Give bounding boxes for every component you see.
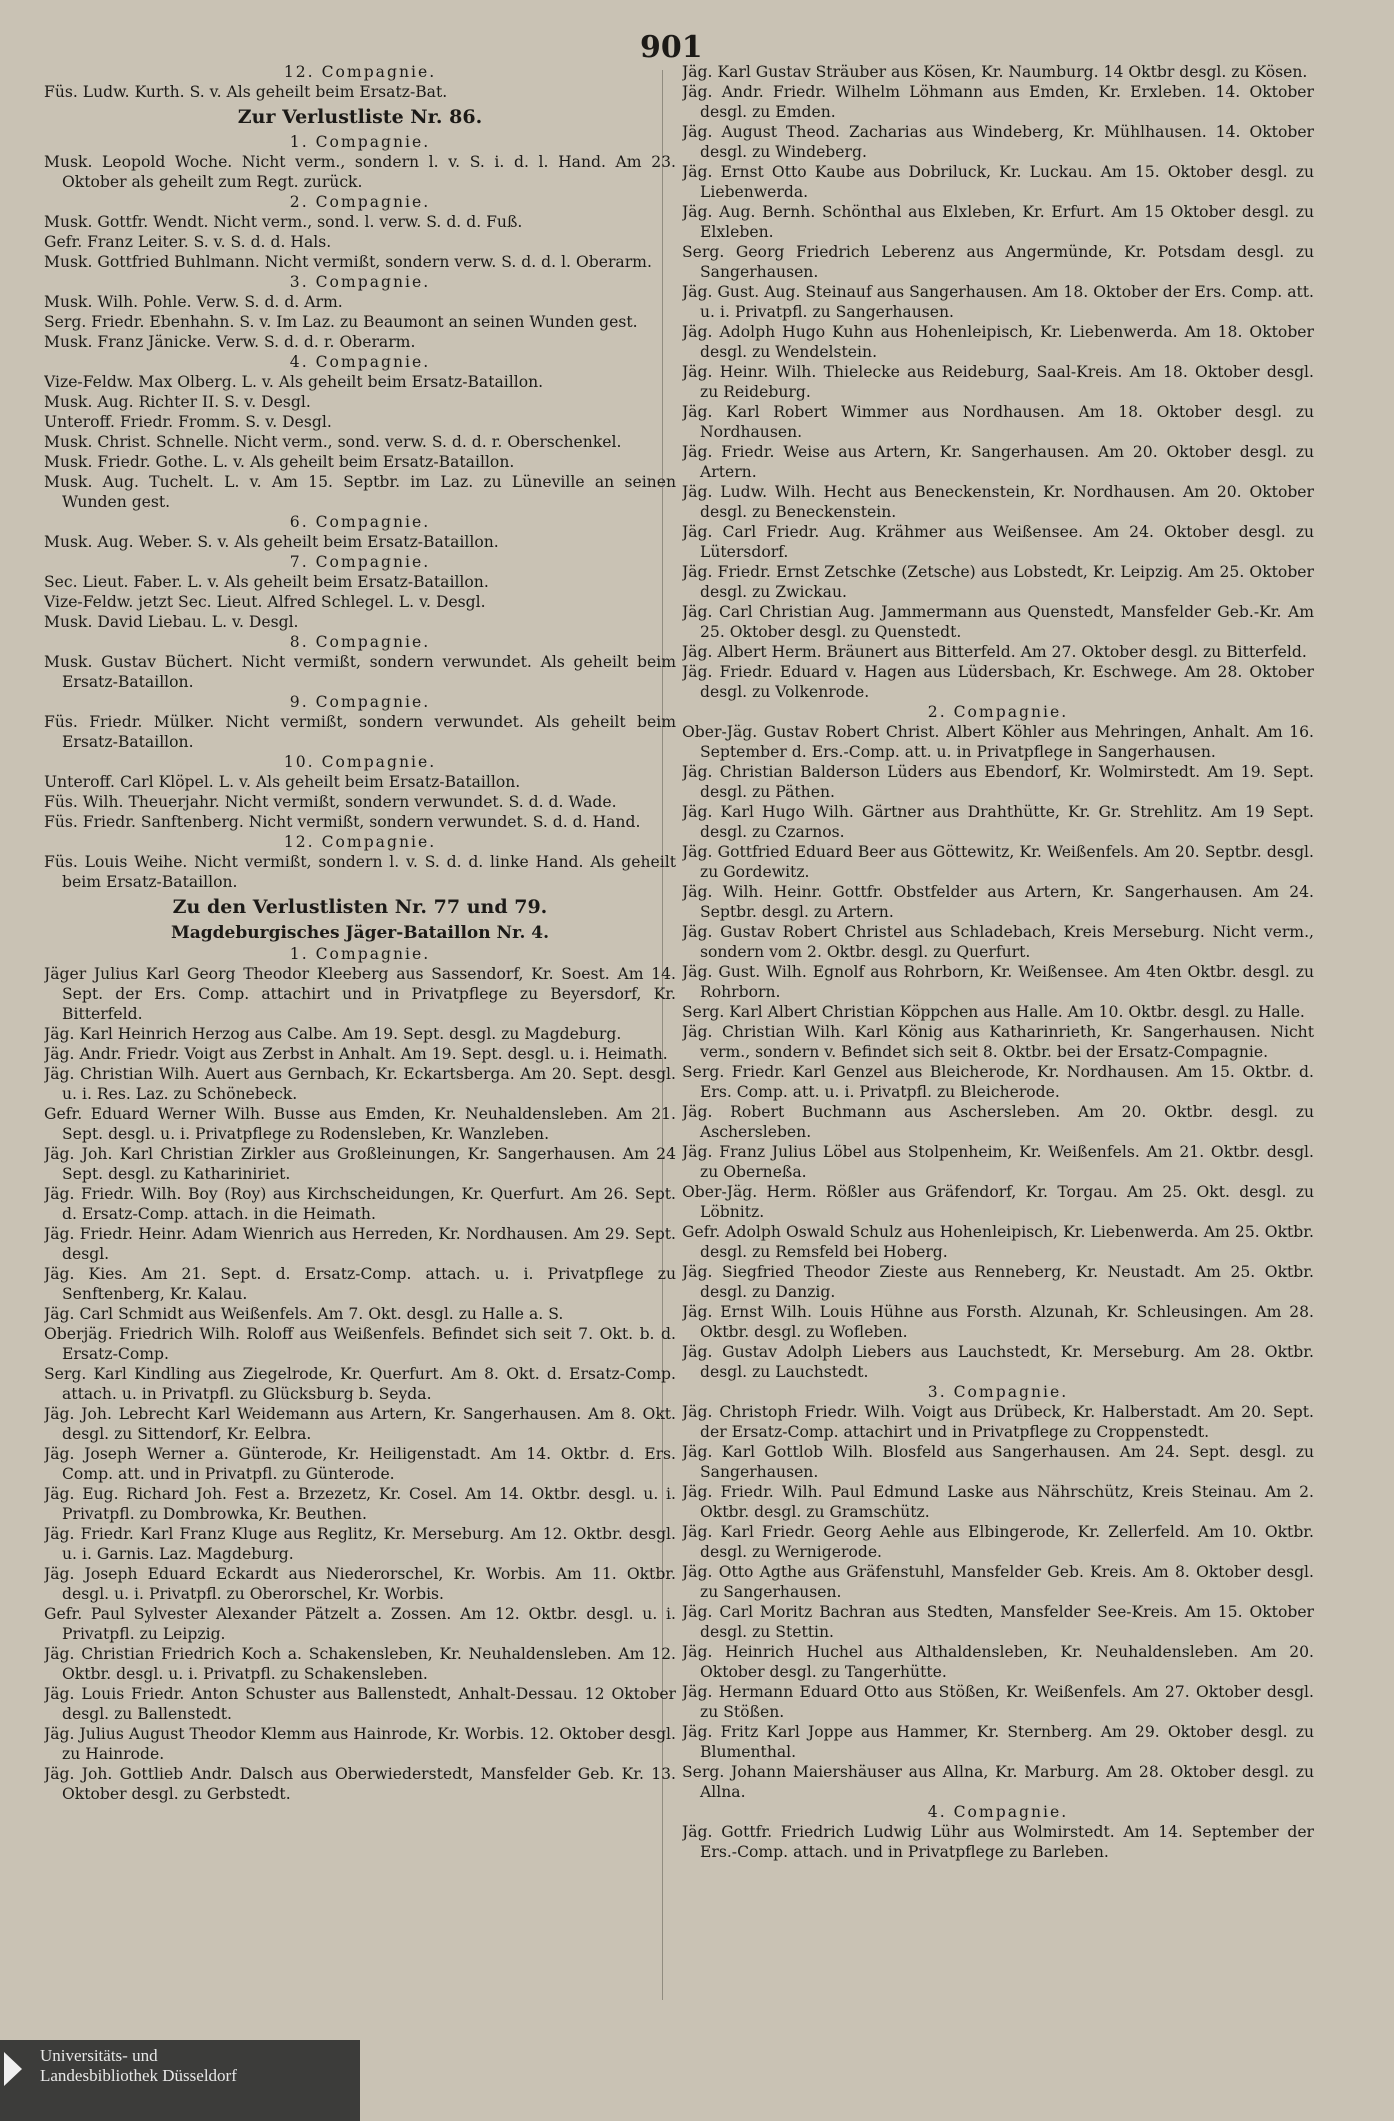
section-heading: Zur Verlustliste Nr. 86. <box>237 106 483 128</box>
list-entry: Jäg. Karl Hugo Wilh. Gärtner aus Drahthütte, Kr. Gr. Strehlitz. Am 19 Sept. desgl. zu Czarnos. <box>682 803 1314 841</box>
list-entry: Serg. Friedr. Karl Genzel aus Bleicherode, Kr. Nordhausen. Am 15. Oktbr. d. Ers. Comp. att. u. i. Privatpfl. zu Bleicherode. <box>682 1063 1314 1101</box>
list-entry: Jäg. Christoph Friedr. Wilh. Voigt aus Drübeck, Kr. Halberstadt. Am 20. Sept. der Ersatz-Comp. attachirt und in Privatpflege zu Croppenstedt. <box>682 1403 1314 1441</box>
list-entry: Jäg. Joseph Werner a. Günterode, Kr. Heiligenstadt. Am 14. Oktbr. d. Ers. Comp. att. und in Privatpfl. zu Günterode. <box>44 1445 676 1483</box>
list-entry: Musk. Franz Jänicke. Verw. S. d. d. r. Oberarm. <box>44 333 416 351</box>
list-entry: Musk. Gustav Büchert. Nicht vermißt, sondern verwundet. Als geheilt beim Ersatz-Bataillon. <box>44 653 676 691</box>
list-entry: Jäg. Ludw. Wilh. Hecht aus Beneckenstein, Kr. Nordhausen. Am 20. Oktober desgl. zu Beneckenstein. <box>682 483 1314 521</box>
library-credit-line-1: Universitäts- und <box>40 2046 158 2065</box>
list-entry: Jäg. Gust. Aug. Steinauf aus Sangerhausen. Am 18. Oktober der Ers. Comp. att. u. i. Privatpfl. zu Sangerhausen. <box>682 283 1314 321</box>
list-entry: Jäg. Joh. Gottlieb Andr. Dalsch aus Oberwiederstedt, Mansfelder Geb. Kr. 13. Oktober desgl. zu Gerbstedt. <box>44 1765 676 1803</box>
company-heading: 4. Compagnie. <box>289 353 431 371</box>
list-entry: Jäg. Kies. Am 21. Sept. d. Ersatz-Comp. attach. u. i. Privatpflege zu Senftenberg, Kr. Kalau. <box>44 1265 676 1303</box>
left-column <box>44 62 676 1962</box>
list-entry: Jäg. Adolph Hugo Kuhn aus Hohenleipisch, Kr. Liebenwerda. Am 18. Oktober desgl. zu Wendelstein. <box>682 323 1314 361</box>
company-heading: 1. Compagnie. <box>289 945 431 963</box>
company-heading: 12. Compagnie. <box>283 833 437 851</box>
list-entry: Jäg. Joseph Eduard Eckardt aus Niederorschel, Kr. Worbis. Am 11. Oktbr. desgl. u. i. Privatpfl. zu Oberorschel, Kr. Worbis. <box>44 1565 676 1603</box>
list-entry: Serg. Georg Friedrich Leberenz aus Angermünde, Kr. Potsdam desgl. zu Sangerhausen. <box>682 243 1314 281</box>
list-entry: Jäg. Heinr. Wilh. Thielecke aus Reideburg, Saal-Kreis. Am 18. Oktober desgl. zu Reideburg. <box>682 363 1314 401</box>
list-entry: Musk. Christ. Schnelle. Nicht verm., sond. verw. S. d. d. r. Oberschenkel. <box>44 433 622 451</box>
list-entry: Vize-Feldw. jetzt Sec. Lieut. Alfred Schlegel. L. v. Desgl. <box>44 593 486 611</box>
company-heading: 6. Compagnie. <box>289 513 431 531</box>
list-entry: Jäg. Christian Wilh. Karl König aus Katharinrieth, Kr. Sangerhausen. Nicht verm., sondern v. Befindet sich seit 8. Oktbr. bei der Ersatz-Compagnie. <box>682 1023 1314 1061</box>
list-entry: Jäg. Ernst Wilh. Louis Hühne aus Forsth. Alzunah, Kr. Schleusingen. Am 28. Oktbr. desgl. zu Wofleben. <box>682 1303 1314 1341</box>
list-entry: Jäg. Friedr. Ernst Zetschke (Zetsche) aus Lobstedt, Kr. Leipzig. Am 25. Oktober desgl. zu Zwickau. <box>682 563 1314 601</box>
list-entry: Jäg. Friedr. Weise aus Artern, Kr. Sangerhausen. Am 20. Oktober desgl. zu Artern. <box>682 443 1314 481</box>
list-entry: Musk. Aug. Tuchelt. L. v. Am 15. Septbr. im Laz. zu Lüneville an seinen Wunden gest. <box>44 473 676 511</box>
list-entry: Jäg. Gottfried Eduard Beer aus Göttewitz, Kr. Weißenfels. Am 20. Septbr. desgl. zu Gordewitz. <box>682 843 1314 881</box>
list-entry: Jäg. Karl Robert Wimmer aus Nordhausen. Am 18. Oktober desgl. zu Nordhausen. <box>682 403 1314 441</box>
list-entry: Ober-Jäg. Herm. Rößler aus Gräfendorf, Kr. Torgau. Am 25. Okt. desgl. zu Löbnitz. <box>682 1183 1314 1221</box>
list-entry: Musk. Aug. Richter II. S. v. Desgl. <box>44 393 311 411</box>
list-entry: Jäg. Julius August Theodor Klemm aus Hainrode, Kr. Worbis. 12. Oktober desgl. zu Hainrode. <box>44 1725 676 1763</box>
list-entry: Musk. Aug. Weber. S. v. Als geheilt beim Ersatz-Bataillon. <box>44 533 499 551</box>
list-entry: Jäg. Gustav Adolph Liebers aus Lauchstedt, Kr. Merseburg. Am 28. Oktbr. desgl. zu Lauchstedt. <box>682 1343 1314 1381</box>
list-entry: Füs. Friedr. Sanftenberg. Nicht vermißt, sondern verwundet. S. d. d. Hand. <box>44 813 641 831</box>
section-heading: Zu den Verlustlisten Nr. 77 und 79. <box>172 896 548 918</box>
list-entry: Unteroff. Carl Klöpel. L. v. Als geheilt beim Ersatz-Bataillon. <box>44 773 521 791</box>
list-entry: Jäg. Eug. Richard Joh. Fest a. Brzezetz, Kr. Cosel. Am 14. Oktbr. desgl. u. i. Privatpfl. zu Dombrowka, Kr. Beuthen. <box>44 1485 676 1523</box>
list-entry: Jäg. Karl Gottlob Wilh. Blosfeld aus Sangerhausen. Am 24. Sept. desgl. zu Sangerhausen. <box>682 1443 1314 1481</box>
company-heading: 10. Compagnie. <box>283 753 437 771</box>
list-entry: Jäg. Louis Friedr. Anton Schuster aus Ballenstedt, Anhalt-Dessau. 12 Oktober desgl. zu Ballenstedt. <box>44 1685 676 1723</box>
list-entry: Jäg. Siegfried Theodor Zieste aus Renneberg, Kr. Neustadt. Am 25. Oktbr. desgl. zu Danzig. <box>682 1263 1314 1301</box>
list-entry: Jäg. Christian Wilh. Auert aus Gernbach, Kr. Eckartsberga. Am 20. Sept. desgl. u. i. Res. Laz. zu Schönebeck. <box>44 1065 676 1103</box>
list-entry: Jäg. Gust. Wilh. Egnolf aus Rohrborn, Kr. Weißensee. Am 4ten Oktbr. desgl. zu Rohrborn. <box>682 963 1314 1001</box>
list-entry: Gefr. Paul Sylvester Alexander Pätzelt a. Zossen. Am 12. Oktbr. desgl. u. i. Privatpfl. zu Leipzig. <box>44 1605 676 1643</box>
list-entry: Ober-Jäg. Gustav Robert Christ. Albert Köhler aus Mehringen, Anhalt. Am 16. September d. Ers.-Comp. att. u. in Privatpflege in Sangerhausen. <box>682 723 1314 761</box>
list-entry: Jäg. Carl Friedr. Aug. Krähmer aus Weißensee. Am 24. Oktober desgl. zu Lütersdorf. <box>682 523 1314 561</box>
list-entry: Jäg. Otto Agthe aus Gräfenstuhl, Mansfelder Geb. Kreis. Am 8. Oktober desgl. zu Sangerhausen. <box>682 1563 1314 1601</box>
library-credit <box>40 2046 237 2086</box>
list-entry: Serg. Friedr. Ebenhahn. S. v. Im Laz. zu Beaumont an seinen Wunden gest. <box>44 313 638 331</box>
list-entry: Jäg. Friedr. Eduard v. Hagen aus Lüdersbach, Kr. Eschwege. Am 28. Oktober desgl. zu Volkenrode. <box>682 663 1314 701</box>
list-entry: Vize-Feldw. Max Olberg. L. v. Als geheilt beim Ersatz-Bataillon. <box>44 373 544 391</box>
list-entry: Unteroff. Friedr. Fromm. S. v. Desgl. <box>44 413 332 431</box>
list-entry: Jäg. Friedr. Wilh. Paul Edmund Laske aus Nährschütz, Kreis Steinau. Am 2. Oktbr. desgl. zu Gramschütz. <box>682 1483 1314 1521</box>
list-entry: Jäg. Albert Herm. Bräunert aus Bitterfeld. Am 27. Oktober desgl. zu Bitterfeld. <box>682 643 1307 661</box>
list-entry: Musk. Wilh. Pohle. Verw. S. d. d. Arm. <box>44 293 343 311</box>
list-entry: Jäg. Friedr. Wilh. Boy (Roy) aus Kirchscheidungen, Kr. Querfurt. Am 26. Sept. d. Ersatz-Comp. attach. in die Heimath. <box>44 1185 676 1223</box>
list-entry: Füs. Friedr. Mülker. Nicht vermißt, sondern verwundet. Als geheilt beim Ersatz-Bataillon. <box>44 713 676 751</box>
list-entry: Jäg. August Theod. Zacharias aus Windeberg, Kr. Mühlhausen. 14. Oktober desgl. zu Windeberg. <box>682 123 1314 161</box>
company-heading: 4. Compagnie. <box>927 1803 1069 1821</box>
list-entry: Musk. Gottfr. Wendt. Nicht verm., sond. l. verw. S. d. d. Fuß. <box>44 213 523 231</box>
list-entry: Serg. Johann Maiershäuser aus Allna, Kr. Marburg. Am 28. Oktober desgl. zu Allna. <box>682 1763 1314 1801</box>
list-entry: Jäg. Karl Friedr. Georg Aehle aus Elbingerode, Kr. Zellerfeld. Am 10. Oktbr. desgl. zu Wernigerode. <box>682 1523 1314 1561</box>
list-entry: Jäg. Wilh. Heinr. Gottfr. Obstfelder aus Artern, Kr. Sangerhausen. Am 24. Septbr. desgl. zu Artern. <box>682 883 1314 921</box>
list-entry: Jäg. Christian Balderson Lüders aus Ebendorf, Kr. Wolmirstedt. Am 19. Sept. desgl. zu Päthen. <box>682 763 1314 801</box>
list-entry: Füs. Louis Weihe. Nicht vermißt, sondern l. v. S. d. d. linke Hand. Als geheilt beim Ersatz-Bataillon. <box>44 853 676 891</box>
list-entry: Gefr. Adolph Oswald Schulz aus Hohenleipisch, Kr. Liebenwerda. Am 25. Oktbr. desgl. zu Remsfeld bei Hoberg. <box>682 1223 1314 1261</box>
library-logo-icon <box>4 2052 24 2086</box>
company-heading: 8. Compagnie. <box>289 633 431 651</box>
list-entry: Musk. Friedr. Gothe. L. v. Als geheilt beim Ersatz-Bataillon. <box>44 453 515 471</box>
list-entry: Musk. Leopold Woche. Nicht verm., sondern l. v. S. i. d. l. Hand. Am 23. Oktober als geheilt zum Regt. zurück. <box>44 153 676 191</box>
list-entry: Sec. Lieut. Faber. L. v. Als geheilt beim Ersatz-Bataillon. <box>44 573 489 591</box>
list-entry: Jäg. Aug. Bernh. Schönthal aus Elxleben, Kr. Erfurt. Am 15 Oktober desgl. zu Elxleben. <box>682 203 1314 241</box>
list-entry: Jäg. Andr. Friedr. Voigt aus Zerbst in Anhalt. Am 19. Sept. desgl. u. i. Heimath. <box>44 1045 668 1063</box>
list-entry: Jäg. Hermann Eduard Otto aus Stößen, Kr. Weißenfels. Am 27. Oktober desgl. zu Stößen. <box>682 1683 1314 1721</box>
list-entry: Serg. Karl Albert Christian Köppchen aus Halle. Am 10. Oktbr. desgl. zu Halle. <box>682 1003 1305 1021</box>
list-entry: Serg. Karl Kindling aus Ziegelrode, Kr. Querfurt. Am 8. Okt. d. Ersatz-Comp. attach. u. in Privatpfl. zu Glücksburg b. Seyda. <box>44 1365 676 1403</box>
list-entry: Jäg. Gustav Robert Christel aus Schladebach, Kreis Merseburg. Nicht verm., sondern vom 2. Oktbr. desgl. zu Querfurt. <box>682 923 1314 961</box>
list-entry: Jäg. Fritz Karl Joppe aus Hammer, Kr. Sternberg. Am 29. Oktober desgl. zu Blumenthal. <box>682 1723 1314 1761</box>
list-entry: Jäg. Robert Buchmann aus Aschersleben. Am 20. Oktbr. desgl. zu Aschersleben. <box>682 1103 1314 1141</box>
list-entry: Musk. Gottfried Buhlmann. Nicht vermißt, sondern verw. S. d. d. l. Oberarm. <box>44 253 652 271</box>
list-entry: Jäg. Gottfr. Friedrich Ludwig Lühr aus Wolmirstedt. Am 14. September der Ers.-Comp. attach. und in Privatpflege zu Barleben. <box>682 1823 1314 1861</box>
list-entry: Jäg. Andr. Friedr. Wilhelm Löhmann aus Emden, Kr. Erxleben. 14. Oktober desgl. zu Emden. <box>682 83 1314 121</box>
company-heading: 12. Compagnie. <box>283 63 437 81</box>
list-entry: Jäg. Joh. Lebrecht Karl Weidemann aus Artern, Kr. Sangerhausen. Am 8. Okt. desgl. zu Sittendorf, Kr. Eelbra. <box>44 1405 676 1443</box>
company-heading: 1. Compagnie. <box>289 133 431 151</box>
company-heading: 2. Compagnie. <box>289 193 431 211</box>
list-entry: Jäg. Carl Moritz Bachran aus Stedten, Mansfelder See-Kreis. Am 15. Oktober desgl. zu Stettin. <box>682 1603 1314 1641</box>
list-entry: Jäg. Karl Heinrich Herzog aus Calbe. Am 19. Sept. desgl. zu Magdeburg. <box>44 1025 622 1043</box>
page-number: 901 <box>640 30 703 65</box>
list-entry: Jäg. Joh. Karl Christian Zirkler aus Großleinungen, Kr. Sangerhausen. Am 24 Sept. desgl. zu Kathariniriet. <box>44 1145 676 1183</box>
right-column <box>682 62 1314 1962</box>
list-entry: Jäg. Friedr. Karl Franz Kluge aus Reglitz, Kr. Merseburg. Am 12. Oktbr. desgl. u. i. Garnis. Laz. Magdeburg. <box>44 1525 676 1563</box>
list-entry: Jäg. Karl Gustav Sträuber aus Kösen, Kr. Naumburg. 14 Oktbr desgl. zu Kösen. <box>682 63 1308 81</box>
list-entry: Gefr. Eduard Werner Wilh. Busse aus Emden, Kr. Neuhaldensleben. Am 21. Sept. desgl. u. i. Privatpflege zu Rodensleben, Kr. Wanzleben. <box>44 1105 676 1143</box>
list-entry: Musk. David Liebau. L. v. Desgl. <box>44 613 299 631</box>
list-entry: Jäg. Heinrich Huchel aus Althaldensleben, Kr. Neuhaldensleben. Am 20. Oktober desgl. zu Tangerhütte. <box>682 1643 1314 1681</box>
library-credit-line-2: Landesbibliothek Düsseldorf <box>40 2066 237 2085</box>
list-entry: Füs. Ludw. Kurth. S. v. Als geheilt beim Ersatz-Bat. <box>44 83 448 101</box>
company-heading: 2. Compagnie. <box>927 703 1069 721</box>
list-entry: Jäg. Christian Friedrich Koch a. Schakensleben, Kr. Neuhaldensleben. Am 12. Oktbr. desgl. u. i. Privatpfl. zu Schakensleben. <box>44 1645 676 1683</box>
list-entry: Oberjäg. Friedrich Wilh. Roloff aus Weißenfels. Befindet sich seit 7. Okt. b. d. Ersatz-Comp. <box>44 1325 676 1363</box>
list-entry: Gefr. Franz Leiter. S. v. S. d. d. Hals. <box>44 233 332 251</box>
list-entry: Jäg. Carl Christian Aug. Jammermann aus Quenstedt, Mansfelder Geb.-Kr. Am 25. Oktober desgl. zu Quenstedt. <box>682 603 1314 641</box>
battalion-heading: Magdeburgisches Jäger-Bataillon Nr. 4. <box>170 923 550 943</box>
company-heading: 7. Compagnie. <box>289 553 431 571</box>
list-entry: Jäg. Ernst Otto Kaube aus Dobriluck, Kr. Luckau. Am 15. Oktober desgl. zu Liebenwerda. <box>682 163 1314 201</box>
list-entry: Jäg. Friedr. Heinr. Adam Wienrich aus Herreden, Kr. Nordhausen. Am 29. Sept. desgl. <box>44 1225 676 1263</box>
list-entry: Jäger Julius Karl Georg Theodor Kleeberg aus Sassendorf, Kr. Soest. Am 14. Sept. der Ers. Comp. attachirt und in Privatpflege zu Beyersdorf, Kr. Bitterfeld. <box>44 965 676 1023</box>
company-heading: 3. Compagnie. <box>927 1383 1069 1401</box>
list-entry: Füs. Wilh. Theuerjahr. Nicht vermißt, sondern verwundet. S. d. d. Wade. <box>44 793 617 811</box>
list-entry: Jäg. Carl Schmidt aus Weißenfels. Am 7. Okt. desgl. zu Halle a. S. <box>44 1305 564 1323</box>
list-entry: Jäg. Franz Julius Löbel aus Stolpenheim, Kr. Weißenfels. Am 21. Oktbr. desgl. zu Oberneßa. <box>682 1143 1314 1181</box>
company-heading: 9. Compagnie. <box>289 693 431 711</box>
company-heading: 3. Compagnie. <box>289 273 431 291</box>
